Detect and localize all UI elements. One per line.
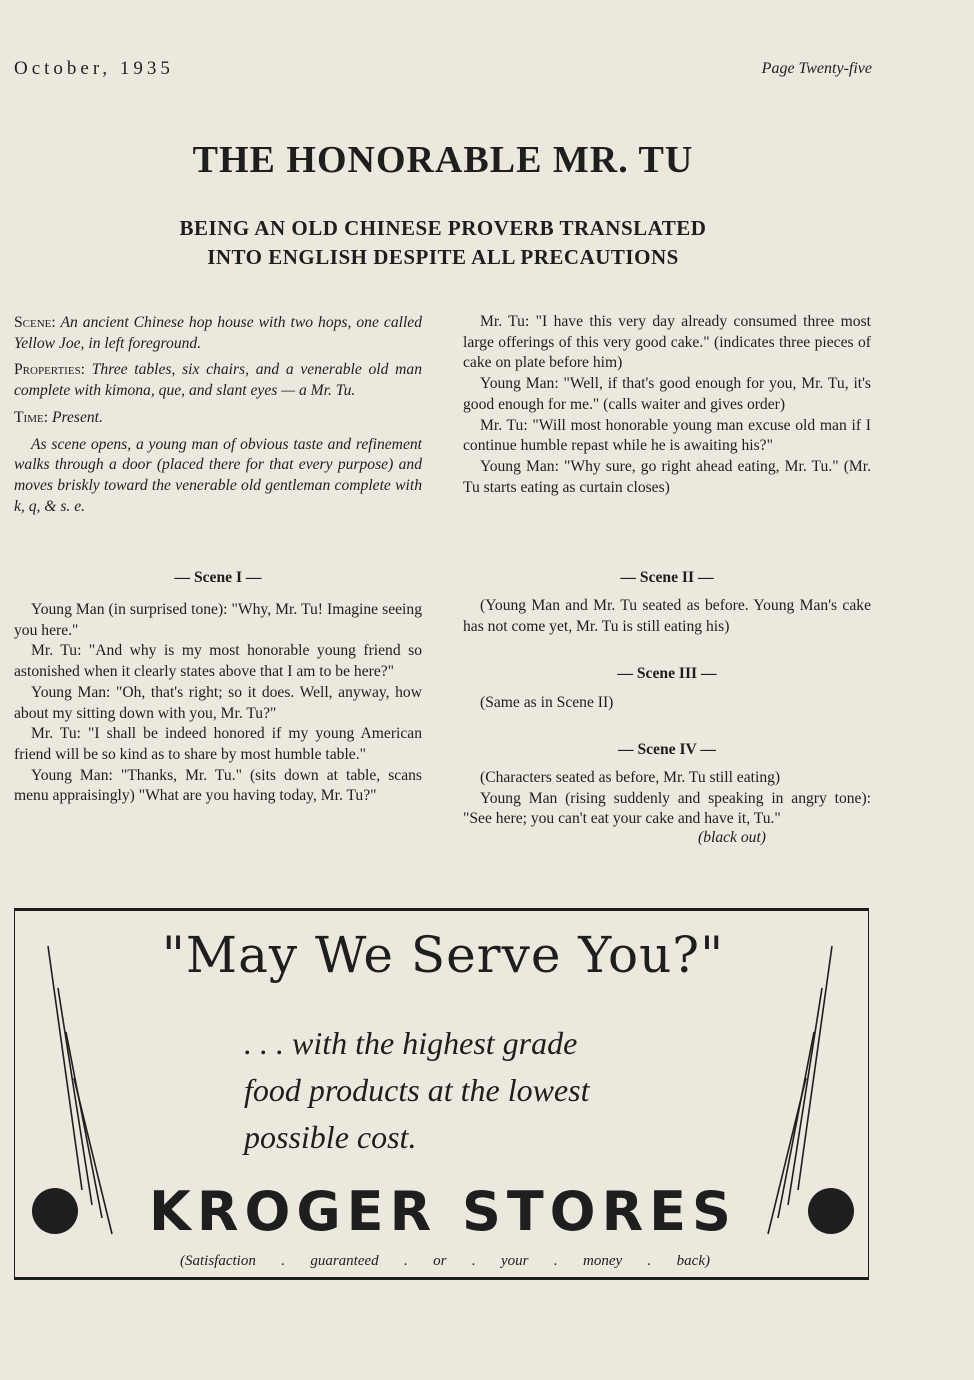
- dialog-line: Mr. Tu: "Will most honorable young man excuse old man if I continue humble repast while he is awaiting his?": [463, 416, 871, 455]
- scene-4-heading: — Scene IV —: [617, 741, 717, 758]
- stage-direction: (Same as in Scene II): [480, 694, 614, 711]
- properties-label: Properties:: [14, 361, 86, 379]
- dialog-line: Young Man (rising suddenly and speaking in angry tone): "See here; you can't eat your cake and have it, Tu.": [463, 789, 871, 828]
- dialog-line: Mr. Tu: "And why is my most honorable young friend so astonished when it clearly states above that I am to be here?": [14, 642, 422, 681]
- stage-direction: (Young Man and Mr. Tu seated as before. Young Man's cake has not come yet, Mr. Tu is still eating his): [463, 597, 871, 635]
- dialog-line: Young Man (in surprised tone): "Why, Mr. Tu! Imagine seeing you here.": [14, 601, 422, 639]
- guarantee-dot: .: [553, 1253, 558, 1269]
- guarantee-dot: .: [471, 1253, 476, 1269]
- guarantee-word: back): [676, 1253, 710, 1269]
- guarantee-word: guaranteed: [310, 1253, 379, 1269]
- dialog-line: Young Man: "Thanks, Mr. Tu." (sits down at table, scans menu appraisingly) "What are you having today, Mr. Tu?": [14, 766, 422, 805]
- ad-guarantee: [180, 1253, 710, 1270]
- black-out-direction: (black out): [698, 829, 766, 847]
- guarantee-word: money: [583, 1253, 623, 1269]
- dialog-line: Young Man: "Oh, that's right; so it does. Well, anyway, how about my sitting down with you, Mr. Tu?": [14, 683, 422, 722]
- ad-tagline: [244, 1020, 664, 1161]
- ad-tagline-line-3: possible cost.: [244, 1119, 417, 1155]
- article-title: THE HONORABLE MR. TU: [192, 139, 694, 181]
- scene-3-heading: — Scene III —: [617, 665, 717, 682]
- scene-text: An ancient Chinese hop house with two hops, one called Yellow Joe, in left foreground.: [14, 314, 422, 352]
- ad-headline: "May We Serve You?": [161, 926, 725, 984]
- guarantee-word: (Satisfaction: [180, 1253, 256, 1269]
- scene-1-heading: — Scene I —: [174, 569, 262, 586]
- dialog-line: Mr. Tu: "I have this very day already consumed three most large offerings of this very good cake." (indicates three pieces of cake on plate before him): [463, 313, 871, 372]
- store-name: KROGER STORES: [149, 1180, 737, 1243]
- stage-direction: (Characters seated as before, Mr. Tu still eating): [480, 769, 781, 786]
- guarantee-word: your: [501, 1253, 529, 1269]
- opening-direction: As scene opens, a young man of obvious taste and refinement walks through a door (placed there for that every purpose) and moves briskly toward the venerable old gentleman complete with k, q, & s. e.: [14, 435, 422, 515]
- ad-tagline-line-2: food products at the lowest: [244, 1072, 590, 1108]
- dialog-line: Young Man: "Well, if that's good enough for you, Mr. Tu, it's good enough for me." (calls waiter and gives order): [463, 375, 871, 413]
- running-header-date: October, 1935: [14, 58, 174, 79]
- page-number: Page Twenty-five: [761, 60, 872, 77]
- properties-text: Three tables, six chairs, and a venerable old man complete with kimona, que, and slant eyes — a Mr. Tu.: [14, 361, 422, 400]
- time-label: Time:: [14, 408, 49, 426]
- dialog-line: Young Man: "Why sure, go right ahead eating, Mr. Tu." (Mr. Tu starts eating as curtain closes): [463, 457, 871, 496]
- guarantee-dot: .: [281, 1253, 285, 1269]
- subtitle-line-2: INTO ENGLISH DESPITE ALL PRECAUTIONS: [207, 245, 679, 269]
- scene-2-heading: — Scene II —: [620, 569, 714, 586]
- guarantee-word: or: [433, 1253, 447, 1269]
- time-text: Present.: [51, 408, 103, 426]
- dialog-line: Mr. Tu: "I shall be indeed honored if my young American friend will be so kind as to share by most humble table.": [14, 725, 422, 763]
- subtitle-line-1: BEING AN OLD CHINESE PROVERB TRANSLATED: [179, 216, 707, 240]
- ad-tagline-line-1: . . . with the highest grade: [244, 1025, 578, 1061]
- guarantee-dot: .: [647, 1253, 652, 1269]
- scene-label: Scene:: [14, 314, 56, 331]
- guarantee-dot: .: [404, 1253, 408, 1269]
